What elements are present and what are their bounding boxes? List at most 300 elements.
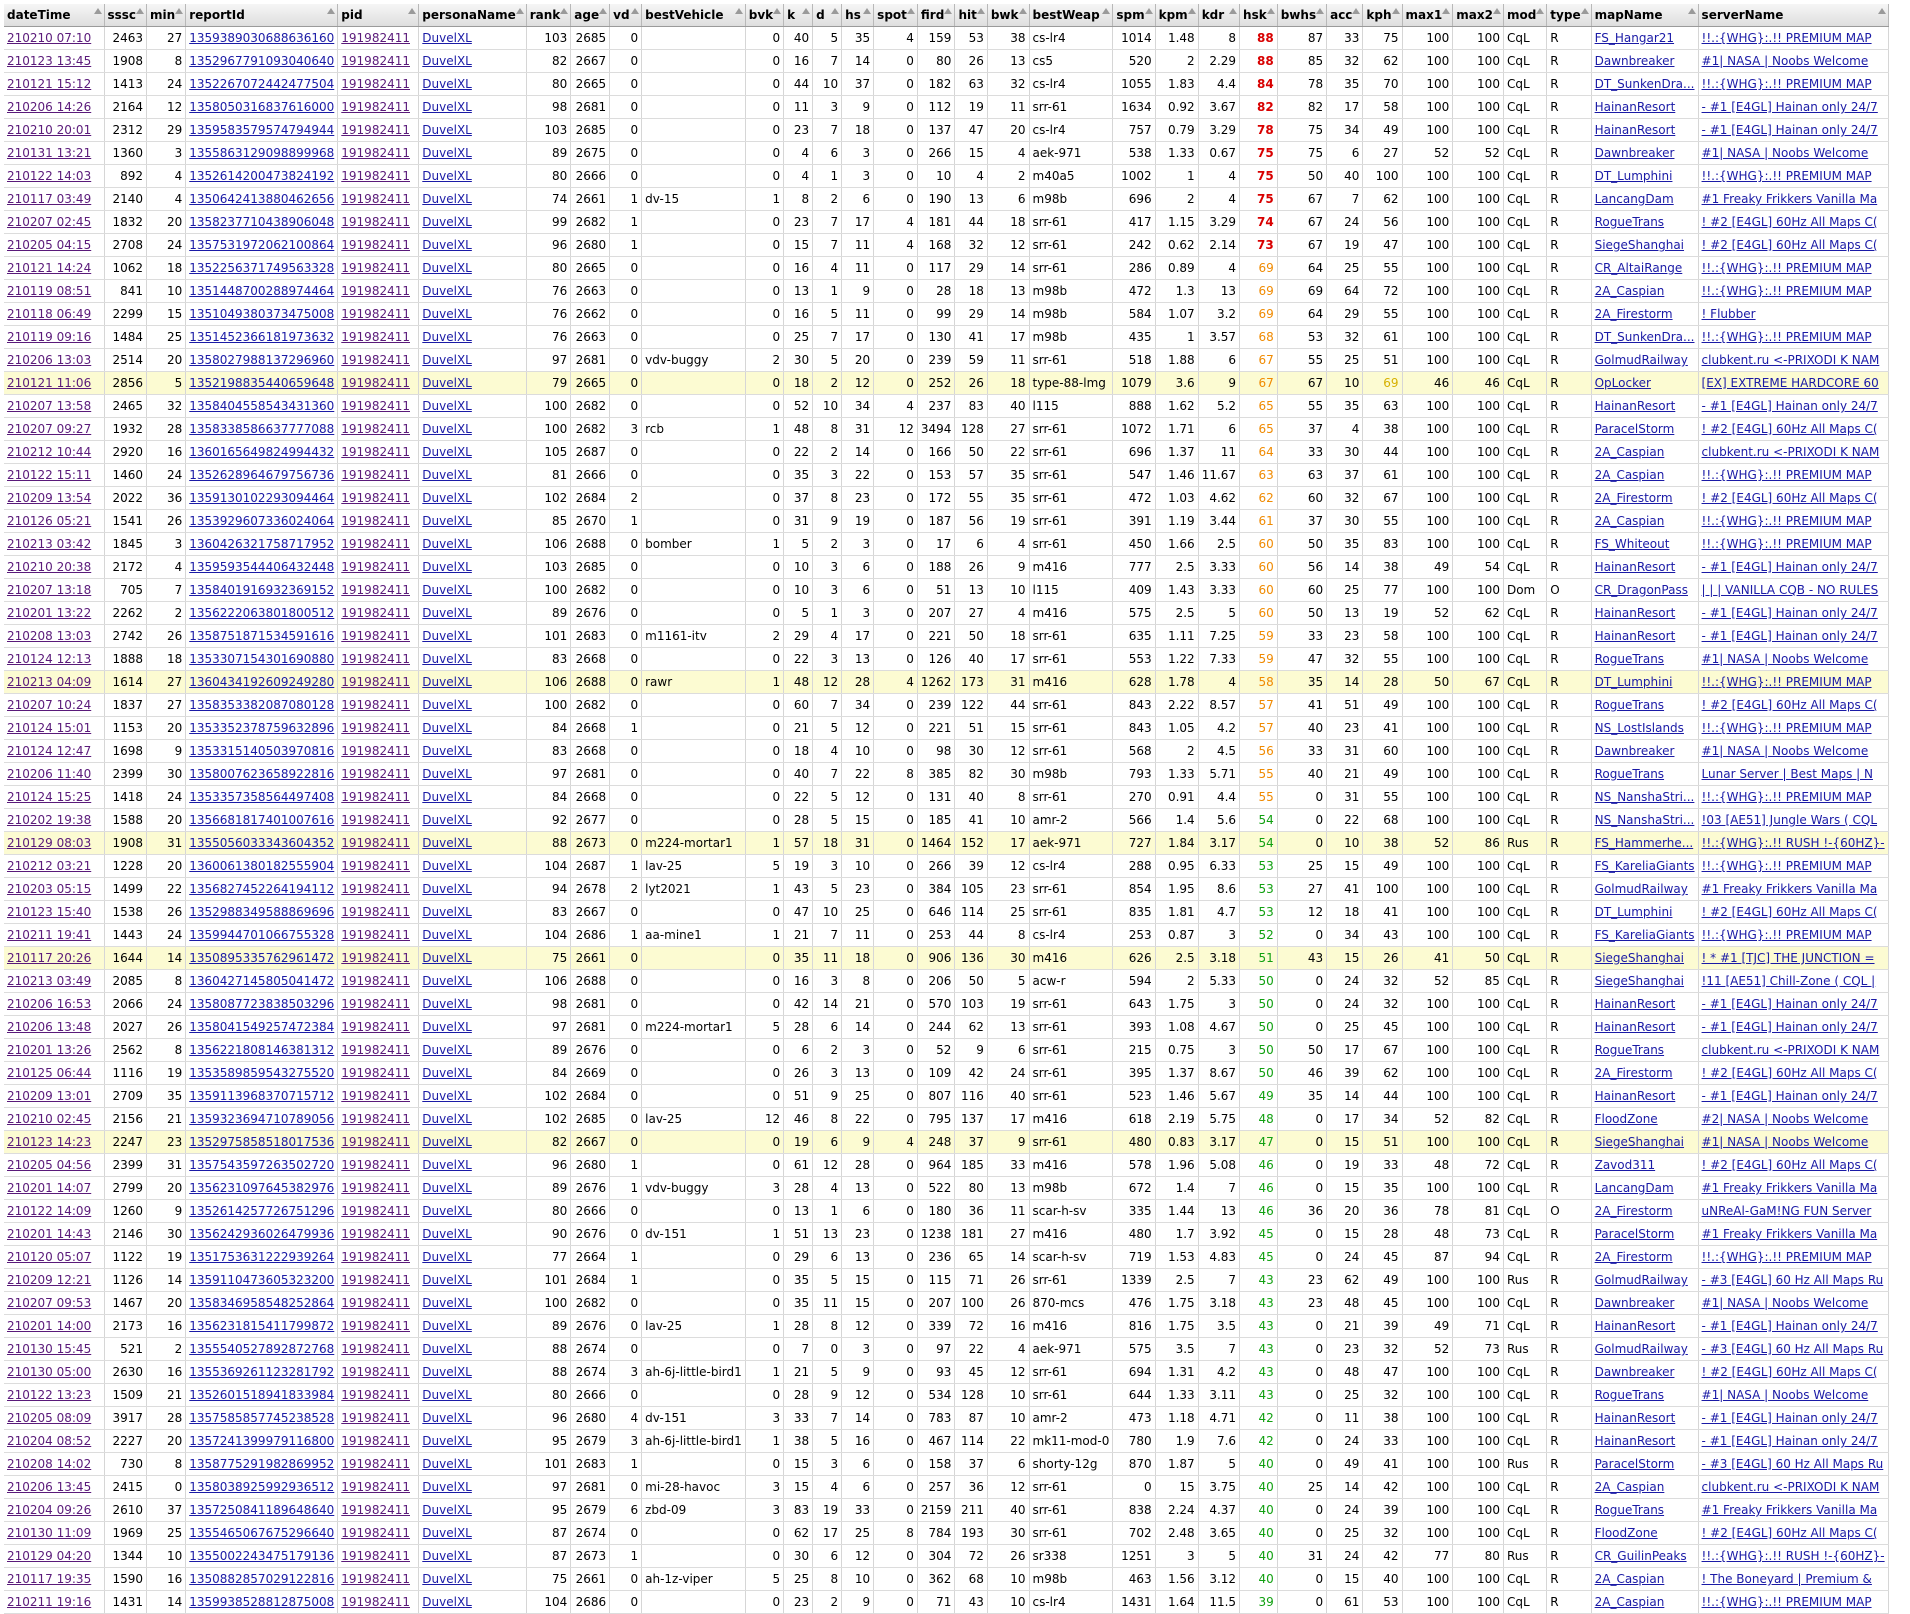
report-id-link[interactable]: 1358346958548252864: [189, 1296, 335, 1310]
report-id-link[interactable]: 1358353382087080128: [189, 698, 335, 712]
server-link[interactable]: !!.:{WHG}:.!! PREMIUM MAP: [1701, 1595, 1872, 1609]
column-header-reportId[interactable]: [186, 4, 338, 27]
server-link[interactable]: uNReAl-GaM!NG FUN Server: [1701, 1204, 1872, 1218]
persona-link[interactable]: DuvelXL: [422, 836, 472, 850]
map-link[interactable]: HainanResort: [1594, 399, 1676, 413]
pid-link[interactable]: 191982411: [341, 192, 410, 206]
server-link[interactable]: ! #2 [E4GL] 60Hz All Maps C(: [1701, 1066, 1878, 1080]
persona-link[interactable]: DuvelXL: [422, 905, 472, 919]
report-id-link[interactable]: 1351448700288974464: [189, 284, 335, 298]
persona-link[interactable]: DuvelXL: [422, 353, 472, 367]
pid-link[interactable]: 191982411: [341, 1411, 410, 1425]
server-link[interactable]: ! #2 [E4GL] 60Hz All Maps C(: [1701, 491, 1878, 505]
report-id-link[interactable]: 1356221808146381312: [189, 1043, 335, 1057]
map-link[interactable]: GolmudRailway: [1594, 353, 1688, 367]
pid-link[interactable]: 191982411: [341, 376, 410, 390]
pid-link[interactable]: 191982411: [341, 1365, 410, 1379]
map-link[interactable]: Dawnbreaker: [1594, 146, 1675, 160]
table-row[interactable]: [4, 487, 1888, 510]
pid-link[interactable]: 191982411: [341, 146, 410, 160]
server-link[interactable]: - #1 [E4GL] Hainan only 24/7: [1701, 997, 1878, 1011]
column-header-bwk[interactable]: [987, 4, 1029, 27]
report-id-link[interactable]: 1353589859543275520: [189, 1066, 335, 1080]
server-link[interactable]: #1| NASA | Noobs Welcome: [1701, 1388, 1869, 1402]
table-row[interactable]: [4, 1453, 1888, 1476]
sort-arrow-icon[interactable]: [408, 8, 416, 14]
sort-arrow-icon[interactable]: [631, 8, 639, 14]
persona-link[interactable]: DuvelXL: [422, 1365, 472, 1379]
server-link[interactable]: #1 Freaky Frikkers Vanilla Ma: [1701, 192, 1878, 206]
table-row[interactable]: [4, 993, 1888, 1016]
persona-link[interactable]: DuvelXL: [422, 376, 472, 390]
server-link[interactable]: [EX] EXTREME HARDCORE 60: [1701, 376, 1879, 390]
map-link[interactable]: FS_Hangar21: [1594, 31, 1675, 45]
server-link[interactable]: !!.:{WHG}:.!! PREMIUM MAP: [1701, 928, 1872, 942]
sort-arrow-icon[interactable]: [1229, 8, 1237, 14]
date-link[interactable]: 210204 08:52: [7, 1434, 92, 1448]
table-row[interactable]: [4, 809, 1888, 832]
pid-link[interactable]: 191982411: [341, 767, 410, 781]
map-link[interactable]: DT_Lumphini: [1594, 905, 1673, 919]
table-row[interactable]: [4, 1407, 1888, 1430]
column-header-bestVehicle[interactable]: [642, 4, 746, 27]
pid-link[interactable]: 191982411: [341, 1457, 410, 1471]
report-id-link[interactable]: 1359583579574794944: [189, 123, 335, 137]
pid-link[interactable]: 191982411: [341, 1572, 410, 1586]
report-id-link[interactable]: 1356222063801800512: [189, 606, 335, 620]
table-row[interactable]: [4, 924, 1888, 947]
pid-link[interactable]: 191982411: [341, 997, 410, 1011]
date-link[interactable]: 210209 12:21: [7, 1273, 92, 1287]
map-link[interactable]: 2A_Caspian: [1594, 445, 1665, 459]
table-row[interactable]: [4, 211, 1888, 234]
pid-link[interactable]: 191982411: [341, 652, 410, 666]
server-link[interactable]: #1| NASA | Noobs Welcome: [1701, 1296, 1869, 1310]
persona-link[interactable]: DuvelXL: [422, 77, 472, 91]
report-id-link[interactable]: 1358038925992936512: [189, 1480, 335, 1494]
pid-link[interactable]: 191982411: [341, 1296, 410, 1310]
table-row[interactable]: [4, 1384, 1888, 1407]
server-link[interactable]: !!.:{WHG}:.!! RUSH !-{60HZ}-: [1701, 1549, 1885, 1563]
report-id-link[interactable]: 1352614257726751296: [189, 1204, 335, 1218]
server-link[interactable]: !!.:{WHG}:.!! PREMIUM MAP: [1701, 537, 1872, 551]
table-row[interactable]: [4, 50, 1888, 73]
table-row[interactable]: [4, 418, 1888, 441]
table-row[interactable]: [4, 1062, 1888, 1085]
date-link[interactable]: 210206 14:26: [7, 100, 92, 114]
persona-link[interactable]: DuvelXL: [422, 1112, 472, 1126]
table-row[interactable]: [4, 740, 1888, 763]
sort-arrow-icon[interactable]: [1352, 8, 1360, 14]
map-link[interactable]: DT_SunkenDra...: [1594, 330, 1695, 344]
table-row[interactable]: [4, 625, 1888, 648]
column-header-spm[interactable]: [1113, 4, 1155, 27]
server-link[interactable]: - #1 [E4GL] Hainan only 24/7: [1701, 1434, 1878, 1448]
pid-link[interactable]: 191982411: [341, 537, 410, 551]
persona-link[interactable]: DuvelXL: [422, 445, 472, 459]
map-link[interactable]: ParacelStorm: [1594, 1227, 1675, 1241]
report-id-link[interactable]: 1358404558543431360: [189, 399, 335, 413]
map-link[interactable]: SiegeShanghai: [1594, 974, 1685, 988]
pid-link[interactable]: 191982411: [341, 928, 410, 942]
date-link[interactable]: 210123 14:23: [7, 1135, 92, 1149]
map-link[interactable]: Zavod311: [1594, 1158, 1656, 1172]
pid-link[interactable]: 191982411: [341, 54, 410, 68]
server-link[interactable]: #1| NASA | Noobs Welcome: [1701, 652, 1869, 666]
date-link[interactable]: 210208 14:02: [7, 1457, 92, 1471]
sort-arrow-icon[interactable]: [1536, 8, 1544, 14]
column-header-spot[interactable]: [874, 4, 918, 27]
sort-arrow-icon[interactable]: [327, 8, 335, 14]
date-link[interactable]: 210122 15:11: [7, 468, 92, 482]
date-link[interactable]: 210123 15:40: [7, 905, 92, 919]
column-header-dateTime[interactable]: [4, 4, 104, 27]
server-link[interactable]: ! The Boneyard | Premium &: [1701, 1572, 1872, 1586]
persona-link[interactable]: DuvelXL: [422, 1503, 472, 1517]
map-link[interactable]: DT_SunkenDra...: [1594, 77, 1695, 91]
persona-link[interactable]: DuvelXL: [422, 951, 472, 965]
table-row[interactable]: [4, 1361, 1888, 1384]
server-link[interactable]: #1 Freaky Frikkers Vanilla Ma: [1701, 1181, 1878, 1195]
server-link[interactable]: - #1 [E4GL] Hainan only 24/7: [1701, 1319, 1878, 1333]
report-id-link[interactable]: 1357531972062100864: [189, 238, 335, 252]
map-link[interactable]: CR_AltaiRange: [1594, 261, 1683, 275]
report-id-link[interactable]: 1359323694710789056: [189, 1112, 335, 1126]
persona-link[interactable]: DuvelXL: [422, 100, 472, 114]
table-row[interactable]: [4, 257, 1888, 280]
table-row[interactable]: [4, 579, 1888, 602]
report-id-link[interactable]: 1360061380182555904: [189, 859, 335, 873]
date-link[interactable]: 210117 03:49: [7, 192, 92, 206]
sort-arrow-icon[interactable]: [1267, 8, 1275, 14]
table-row[interactable]: [4, 947, 1888, 970]
pid-link[interactable]: 191982411: [341, 606, 410, 620]
date-link[interactable]: 210130 11:09: [7, 1526, 92, 1540]
persona-link[interactable]: DuvelXL: [422, 606, 472, 620]
column-header-type[interactable]: [1547, 4, 1591, 27]
table-row[interactable]: [4, 1269, 1888, 1292]
date-link[interactable]: 210213 03:49: [7, 974, 92, 988]
report-id-link[interactable]: 1352628964679756736: [189, 468, 335, 482]
map-link[interactable]: 2A_Caspian: [1594, 1572, 1665, 1586]
date-link[interactable]: 210207 13:58: [7, 399, 92, 413]
date-link[interactable]: 210210 02:45: [7, 1112, 92, 1126]
report-id-link[interactable]: 1359593544406432448: [189, 560, 335, 574]
sort-arrow-icon[interactable]: [1145, 8, 1153, 14]
report-id-link[interactable]: 1356827452264194112: [189, 882, 335, 896]
date-link[interactable]: 210212 10:44: [7, 445, 92, 459]
pid-link[interactable]: 191982411: [341, 951, 410, 965]
map-link[interactable]: 2A_Firestorm: [1594, 1204, 1673, 1218]
persona-link[interactable]: DuvelXL: [422, 261, 472, 275]
persona-link[interactable]: DuvelXL: [422, 1457, 472, 1471]
date-link[interactable]: 210131 13:21: [7, 146, 92, 160]
pid-link[interactable]: 191982411: [341, 31, 410, 45]
map-link[interactable]: RogueTrans: [1594, 767, 1665, 781]
pid-link[interactable]: 191982411: [341, 721, 410, 735]
server-link[interactable]: - #3 [E4GL] 60 Hz All Maps Ru: [1701, 1273, 1884, 1287]
report-id-link[interactable]: 1356681817401007616: [189, 813, 335, 827]
persona-link[interactable]: DuvelXL: [422, 491, 472, 505]
column-header-min[interactable]: [147, 4, 186, 27]
pid-link[interactable]: 191982411: [341, 399, 410, 413]
report-id-link[interactable]: 1355465067675296640: [189, 1526, 335, 1540]
report-id-link[interactable]: 1360427145805041472: [189, 974, 335, 988]
server-link[interactable]: !03 [AE51] Jungle Wars ( CQL: [1701, 813, 1878, 827]
server-link[interactable]: !!.:{WHG}:.!! PREMIUM MAP: [1701, 77, 1872, 91]
map-link[interactable]: HainanResort: [1594, 100, 1676, 114]
server-link[interactable]: !!.:{WHG}:.!! PREMIUM MAP: [1701, 859, 1872, 873]
date-link[interactable]: 210130 05:00: [7, 1365, 92, 1379]
persona-link[interactable]: DuvelXL: [422, 652, 472, 666]
map-link[interactable]: NS_NanshaStri...: [1594, 790, 1695, 804]
persona-link[interactable]: DuvelXL: [422, 537, 472, 551]
table-row[interactable]: [4, 349, 1888, 372]
map-link[interactable]: HainanResort: [1594, 1411, 1676, 1425]
map-link[interactable]: FS_KareliaGiants: [1594, 928, 1695, 942]
server-link[interactable]: ! #2 [E4GL] 60Hz All Maps C(: [1701, 238, 1878, 252]
map-link[interactable]: Dawnbreaker: [1594, 54, 1675, 68]
column-header-rank[interactable]: [526, 4, 571, 27]
report-id-link[interactable]: 1352198835440659648: [189, 376, 335, 390]
date-link[interactable]: 210206 13:45: [7, 1480, 92, 1494]
map-link[interactable]: LancangDam: [1594, 192, 1674, 206]
date-link[interactable]: 210122 14:03: [7, 169, 92, 183]
persona-link[interactable]: DuvelXL: [422, 813, 472, 827]
pid-link[interactable]: 191982411: [341, 1388, 410, 1402]
date-link[interactable]: 210212 03:21: [7, 859, 92, 873]
persona-link[interactable]: DuvelXL: [422, 1549, 472, 1563]
report-id-link[interactable]: 1356242936026479936: [189, 1227, 335, 1241]
table-row[interactable]: [4, 1430, 1888, 1453]
pid-link[interactable]: 191982411: [341, 629, 410, 643]
date-link[interactable]: 210205 08:09: [7, 1411, 92, 1425]
server-link[interactable]: #1 Freaky Frikkers Vanilla Ma: [1701, 1227, 1878, 1241]
pid-link[interactable]: 191982411: [341, 1319, 410, 1333]
column-header-hit[interactable]: [955, 4, 987, 27]
sort-arrow-icon[interactable]: [863, 8, 871, 14]
date-link[interactable]: 210202 19:38: [7, 813, 92, 827]
persona-link[interactable]: DuvelXL: [422, 1595, 472, 1609]
report-id-link[interactable]: 1350895335762961472: [189, 951, 335, 965]
date-link[interactable]: 210207 02:45: [7, 215, 92, 229]
pid-link[interactable]: 191982411: [341, 813, 410, 827]
column-header-hsk[interactable]: [1240, 4, 1278, 27]
report-id-link[interactable]: 1357241399979116800: [189, 1434, 335, 1448]
date-link[interactable]: 210213 03:42: [7, 537, 92, 551]
column-header-hs[interactable]: [842, 4, 874, 27]
sort-arrow-icon[interactable]: [977, 8, 985, 14]
persona-link[interactable]: DuvelXL: [422, 629, 472, 643]
sort-arrow-icon[interactable]: [94, 8, 102, 14]
map-link[interactable]: OpLocker: [1594, 376, 1651, 390]
date-link[interactable]: 210118 06:49: [7, 307, 92, 321]
sort-arrow-icon[interactable]: [944, 8, 952, 14]
report-id-link[interactable]: 1358237710438906048: [189, 215, 335, 229]
report-id-link[interactable]: 1360426321758717952: [189, 537, 335, 551]
date-link[interactable]: 210125 06:44: [7, 1066, 92, 1080]
map-link[interactable]: HainanResort: [1594, 1434, 1676, 1448]
table-row[interactable]: [4, 763, 1888, 786]
server-link[interactable]: !!.:{WHG}:.!! PREMIUM MAP: [1701, 284, 1872, 298]
report-id-link[interactable]: 1352256371749563328: [189, 261, 335, 275]
map-link[interactable]: SiegeShanghai: [1594, 1135, 1685, 1149]
server-link[interactable]: !!.:{WHG}:.!! PREMIUM MAP: [1701, 790, 1872, 804]
pid-link[interactable]: 191982411: [341, 744, 410, 758]
persona-link[interactable]: DuvelXL: [422, 790, 472, 804]
column-header-pid[interactable]: [338, 4, 419, 27]
date-link[interactable]: 210121 11:06: [7, 376, 92, 390]
report-id-link[interactable]: 1351452366181973632: [189, 330, 335, 344]
report-id-link[interactable]: 1359938528812875008: [189, 1595, 335, 1609]
date-link[interactable]: 210124 15:25: [7, 790, 92, 804]
date-link[interactable]: 210121 15:12: [7, 77, 92, 91]
persona-link[interactable]: DuvelXL: [422, 192, 472, 206]
report-id-link[interactable]: 1358027988137296960: [189, 353, 335, 367]
sort-arrow-icon[interactable]: [802, 8, 810, 14]
date-link[interactable]: 210129 04:20: [7, 1549, 92, 1563]
map-link[interactable]: HainanResort: [1594, 560, 1676, 574]
table-row[interactable]: [4, 671, 1888, 694]
table-row[interactable]: [4, 441, 1888, 464]
server-link[interactable]: - #1 [E4GL] Hainan only 24/7: [1701, 1020, 1878, 1034]
column-header-kdr[interactable]: [1198, 4, 1239, 27]
report-id-link[interactable]: 1358007623658922816: [189, 767, 335, 781]
report-id-link[interactable]: 1357250841189648640: [189, 1503, 335, 1517]
report-id-link[interactable]: 1355369261123281792: [189, 1365, 335, 1379]
server-link[interactable]: Lunar Server | Best Maps | N: [1701, 767, 1873, 781]
pid-link[interactable]: 191982411: [341, 905, 410, 919]
table-row[interactable]: [4, 1568, 1888, 1591]
map-link[interactable]: 2A_Firestorm: [1594, 1250, 1673, 1264]
map-link[interactable]: NS_LostIslands: [1594, 721, 1684, 735]
server-link[interactable]: #1 Freaky Frikkers Vanilla Ma: [1701, 1503, 1878, 1517]
date-link[interactable]: 210207 13:18: [7, 583, 92, 597]
server-link[interactable]: #1| NASA | Noobs Welcome: [1701, 744, 1869, 758]
server-link[interactable]: clubkent.ru <-PRIXODI K NAM: [1701, 353, 1880, 367]
report-id-link[interactable]: 1356231815411799872: [189, 1319, 335, 1333]
sort-arrow-icon[interactable]: [1188, 8, 1196, 14]
column-header-personaName[interactable]: [419, 4, 526, 27]
date-link[interactable]: 210210 20:38: [7, 560, 92, 574]
pid-link[interactable]: 191982411: [341, 284, 410, 298]
table-row[interactable]: [4, 1591, 1888, 1614]
date-link[interactable]: 210122 14:09: [7, 1204, 92, 1218]
report-id-link[interactable]: 1357543597263502720: [189, 1158, 335, 1172]
persona-link[interactable]: DuvelXL: [422, 1066, 472, 1080]
column-header-serverName[interactable]: [1698, 4, 1888, 27]
table-row[interactable]: [4, 234, 1888, 257]
map-link[interactable]: RogueTrans: [1594, 698, 1665, 712]
table-row[interactable]: [4, 372, 1888, 395]
persona-link[interactable]: DuvelXL: [422, 123, 472, 137]
date-link[interactable]: 210122 13:23: [7, 1388, 92, 1402]
persona-link[interactable]: DuvelXL: [422, 468, 472, 482]
persona-link[interactable]: DuvelXL: [422, 1296, 472, 1310]
table-row[interactable]: [4, 556, 1888, 579]
map-link[interactable]: 2A_Caspian: [1594, 1480, 1665, 1494]
table-row[interactable]: [4, 694, 1888, 717]
column-header-kph[interactable]: [1363, 4, 1402, 27]
map-link[interactable]: FS_Whiteout: [1594, 537, 1670, 551]
pid-link[interactable]: 191982411: [341, 583, 410, 597]
persona-link[interactable]: DuvelXL: [422, 997, 472, 1011]
table-row[interactable]: [4, 142, 1888, 165]
table-row[interactable]: [4, 878, 1888, 901]
persona-link[interactable]: DuvelXL: [422, 1250, 472, 1264]
table-row[interactable]: [4, 1315, 1888, 1338]
report-id-link[interactable]: 1353929607336024064: [189, 514, 335, 528]
date-link[interactable]: 210201 14:00: [7, 1319, 92, 1333]
date-link[interactable]: 210211 19:16: [7, 1595, 92, 1609]
pid-link[interactable]: 191982411: [341, 1273, 410, 1287]
persona-link[interactable]: DuvelXL: [422, 583, 472, 597]
pid-link[interactable]: 191982411: [341, 1595, 410, 1609]
date-link[interactable]: 210124 12:47: [7, 744, 92, 758]
persona-link[interactable]: DuvelXL: [422, 882, 472, 896]
date-link[interactable]: 210201 13:22: [7, 606, 92, 620]
pid-link[interactable]: 191982411: [341, 1020, 410, 1034]
pid-link[interactable]: 191982411: [341, 1043, 410, 1057]
server-link[interactable]: - #3 [E4GL] 60 Hz All Maps Ru: [1701, 1457, 1884, 1471]
server-link[interactable]: ! * #1 [TJC] THE JUNCTION =: [1701, 951, 1875, 965]
date-link[interactable]: 210121 14:24: [7, 261, 92, 275]
map-link[interactable]: CR_DragonPass: [1594, 583, 1688, 597]
map-link[interactable]: RogueTrans: [1594, 1388, 1665, 1402]
persona-link[interactable]: DuvelXL: [422, 1273, 472, 1287]
server-link[interactable]: - #1 [E4GL] Hainan only 24/7: [1701, 629, 1878, 643]
table-row[interactable]: [4, 855, 1888, 878]
persona-link[interactable]: DuvelXL: [422, 169, 472, 183]
pid-link[interactable]: 191982411: [341, 307, 410, 321]
report-id-link[interactable]: 1351753631222939264: [189, 1250, 335, 1264]
server-link[interactable]: clubkent.ru <-PRIXODI K NAM: [1701, 445, 1880, 459]
report-id-link[interactable]: 1358087723838503296: [189, 997, 335, 1011]
report-id-link[interactable]: 1358775291982869952: [189, 1457, 335, 1471]
map-link[interactable]: HainanResort: [1594, 606, 1676, 620]
table-row[interactable]: [4, 1131, 1888, 1154]
persona-link[interactable]: DuvelXL: [422, 859, 472, 873]
report-id-link[interactable]: 1360165649824994432: [189, 445, 335, 459]
report-id-link[interactable]: 1357585857745238528: [189, 1411, 335, 1425]
map-link[interactable]: GolmudRailway: [1594, 1342, 1688, 1356]
column-header-age[interactable]: [571, 4, 610, 27]
table-row[interactable]: [4, 1292, 1888, 1315]
pid-link[interactable]: 191982411: [341, 468, 410, 482]
map-link[interactable]: 2A_Caspian: [1594, 1595, 1665, 1609]
map-link[interactable]: HainanResort: [1594, 1020, 1676, 1034]
sort-arrow-icon[interactable]: [1392, 8, 1400, 14]
report-id-link[interactable]: 1350642413880462656: [189, 192, 335, 206]
persona-link[interactable]: DuvelXL: [422, 1342, 472, 1356]
persona-link[interactable]: DuvelXL: [422, 1043, 472, 1057]
map-link[interactable]: FloodZone: [1594, 1112, 1658, 1126]
server-link[interactable]: - #1 [E4GL] Hainan only 24/7: [1701, 100, 1878, 114]
map-link[interactable]: FS_Hammerhe...: [1594, 836, 1694, 850]
table-row[interactable]: [4, 96, 1888, 119]
table-row[interactable]: [4, 1154, 1888, 1177]
server-link[interactable]: !!.:{WHG}:.!! PREMIUM MAP: [1701, 261, 1872, 275]
pid-link[interactable]: 191982411: [341, 560, 410, 574]
table-row[interactable]: [4, 786, 1888, 809]
table-row[interactable]: [4, 1108, 1888, 1131]
server-link[interactable]: !!.:{WHG}:.!! PREMIUM MAP: [1701, 468, 1872, 482]
column-header-mod[interactable]: [1503, 4, 1546, 27]
date-link[interactable]: 210117 19:35: [7, 1572, 92, 1586]
persona-link[interactable]: DuvelXL: [422, 284, 472, 298]
pid-link[interactable]: 191982411: [341, 77, 410, 91]
map-link[interactable]: NS_NanshaStri...: [1594, 813, 1695, 827]
